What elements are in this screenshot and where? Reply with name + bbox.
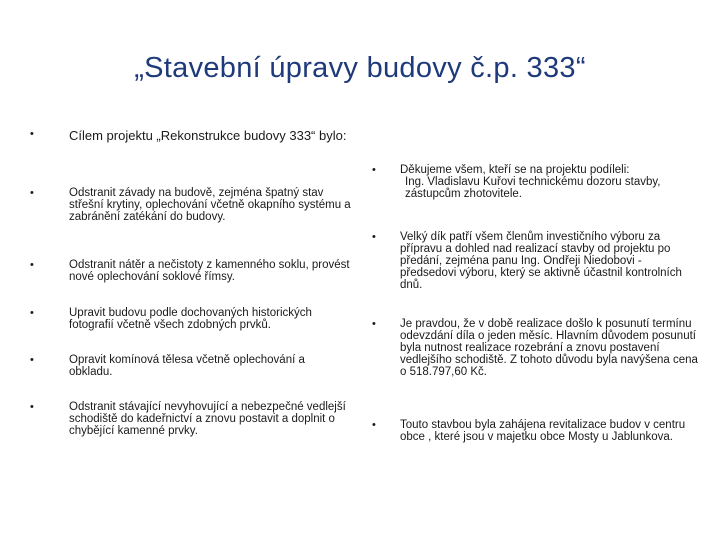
list-item <box>372 164 700 200</box>
list-item <box>372 419 700 443</box>
bullet-icon: • <box>30 401 34 413</box>
bullet-icon: • <box>30 354 34 366</box>
list-item <box>30 128 351 143</box>
bullet-icon: • <box>372 419 376 431</box>
list-item-text <box>400 164 700 200</box>
bullet-icon: • <box>372 164 376 176</box>
bullet-icon: • <box>372 318 376 330</box>
bullet-icon: • <box>30 259 34 271</box>
list-item-text: Odstranit nátěr a nečistoty z kamenného soklu, provést nové oplechování soklové římsy. <box>69 259 350 283</box>
list-item <box>30 187 351 223</box>
bullet-icon: • <box>30 307 34 319</box>
list-item-text: Cílem projektu „Rekonstrukce budovy 333“ bylo: <box>69 128 347 143</box>
thanks-line: Děkujeme všem, kteří se na projektu podíleli: <box>400 164 630 176</box>
list-item <box>30 401 351 437</box>
list-item-text: Odstranit závady na budově, zejména špatný stav střešní krytiny, oplechování včetně okapního systému a zabránění zatékání do budovy. <box>69 187 351 223</box>
list-item <box>372 231 700 291</box>
list-item-text: Opravit komínová tělesa včetně oplechování a obkladu. <box>69 354 305 378</box>
list-item <box>30 354 351 378</box>
list-item <box>30 259 351 283</box>
list-item-text: Velký dík patří všem členům investičního výboru za přípravu a dohled nad realizací stavby od projektu po předání, zejména panu Ing. Ondřeji Niedobovi - předsedovi výboru, který se aktivně účastnil kontrolních dnů. <box>400 231 682 291</box>
list-item <box>372 318 700 378</box>
list-item-text: Odstranit stávající nevyhovující a nebezpečné vedlejší schodiště do kadeřnictví a znovu postavit a doplnit o chybějící kamenné prvky. <box>69 401 346 437</box>
bullet-icon: • <box>372 231 376 243</box>
slide-title: „Stavební úpravy budovy č.p. 333“ <box>134 52 586 84</box>
list-item-text: Je pravdou, že v době realizace došlo k posunutí termínu odevzdání díla o jeden měsíc. Hlavním důvodem posunutí byla nutnost realizace rozebrání a znovu postavení vedlejšího schodiště. Z tohoto důvodu byla navýšena cena o 518.797,60 Kč. <box>400 318 698 378</box>
list-item-text: Upravit budovu podle dochovaných historických fotografií včetně všech zdobných prvků. <box>69 307 312 331</box>
thanks-names: Ing. Vladislavu Kuřovi technickému dozoru stavby, zástupcům zhotovitele. <box>405 176 661 200</box>
bullet-icon: • <box>30 128 34 140</box>
bullet-icon: • <box>30 187 34 199</box>
list-item-text: Touto stavbou byla zahájena revitalizace budov v centru obce , které jsou v majetku obce Mosty u Jablunkova. <box>400 419 686 443</box>
list-item <box>30 307 351 331</box>
